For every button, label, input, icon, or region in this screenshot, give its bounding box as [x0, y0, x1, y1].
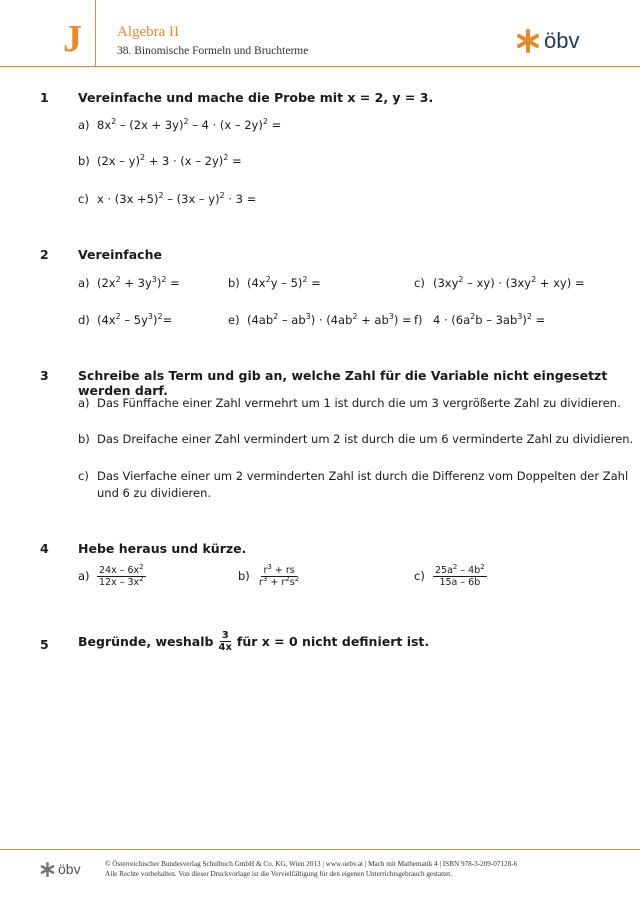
task-heading: Vereinfache: [78, 247, 162, 262]
task-number: 4: [40, 541, 49, 556]
exercise-2b: b) $(4x^2y - 5)^2$ =: [228, 275, 321, 290]
task-heading: Vereinfache und mache die Probe mit x = 2, y = 3.: [78, 90, 434, 105]
exercise-3b: b) Das Dreifache einer Zahl vermindert um 2 ist durch die um 6 verminderte Zahl zu dividieren.: [78, 432, 634, 446]
exercise-2a: a) $(2x^2 + 3y^3)^2$ =: [78, 275, 180, 290]
logo-text: öbv: [544, 28, 580, 53]
task-number: 5: [40, 637, 49, 652]
header-divider: [0, 66, 640, 67]
task-number: 3: [40, 368, 49, 383]
publisher-logo: [516, 28, 579, 54]
exercise-3a: a) Das Fünffache einer Zahl vermehrt um 1 ist durch die um 3 vergrößerte Zahl zu dividieren.: [78, 396, 621, 410]
footer-divider: [0, 849, 640, 850]
header-divider-vertical: [95, 0, 96, 66]
exercise-2d: d) $(4x^2 - 5y^3)^2=$: [78, 312, 173, 327]
exercise-2f: f) $4 \cdot (6a^2b - 3ab^3)^2$ =: [414, 312, 546, 327]
exercise-2c: c) $(3xy^2 - xy) \cdot (3xy^2 + xy)$ =: [414, 275, 585, 290]
chapter-letter: J: [63, 18, 82, 60]
exercise-4a: a) $\frac{24x - 6x^2}{12x - 3x^2}$: [78, 563, 144, 588]
exercise-1a: a) $8x^2 - (2x + 3y)^2 - 4 \cdot (x - 2y)^2$ =: [78, 117, 282, 132]
exercise-1b: b) (2x – y)$^2$ + 3 · (x – 2y)$^2$ =: [78, 153, 242, 168]
exercise-1c: c) $x \cdot (3x +5)^2 - (3x - y)^2 \cdot 3$ =: [78, 191, 257, 206]
fraction-3-over-4x: $\frac{3}{4x}$: [218, 630, 232, 653]
page-title: Algebra II: [117, 24, 180, 40]
task-heading: Begründe, weshalb $\frac{3}{4x}$ für x = 0 nicht definiert ist.: [78, 630, 430, 653]
asterisk-logo-icon: [516, 29, 540, 53]
footer-logo: [40, 861, 81, 877]
task-number: 2: [40, 247, 49, 262]
exercise-4b: b) $\frac{r^3 + rs}{r^3 + r^2s^2}$: [238, 563, 300, 588]
task-heading: Schreibe als Term und gib an, welche Zahl für die Variable nicht eingesetzt werden darf.: [78, 368, 608, 398]
asterisk-logo-icon: [40, 862, 55, 877]
footer-logo-text: öbv: [58, 861, 81, 877]
page-subtitle: 38. Binomische Formeln und Bruchterme: [117, 45, 309, 57]
task-number: 1: [40, 90, 49, 105]
exercise-4c: c) $\frac{25a^2 - 4b^2}{15a - 6b}$: [414, 563, 485, 588]
task-heading: Hebe heraus und kürze.: [78, 541, 247, 556]
footer-rights: Alle Rechte vorbehalten. Von dieser Druckvorlage ist die Vervielfältigung für den eigenen Unterrichtsgebrauch gestattet.: [105, 870, 453, 878]
exercise-3c: c) Das Vierfache einer um 2 verminderten Zahl ist durch die Differenz vom Doppelten der Zahl: [78, 469, 629, 483]
exercise-3c-continued: und 6 zu dividieren.: [97, 486, 212, 500]
footer-copyright: © Österreichischer Bundesverlag Schulbuch GmbH & Co. KG, Wien 2013 | www.oebv.at | Mach mit Mathematik 4 | ISBN 978-3-209-07128-6: [105, 860, 518, 868]
exercise-2e: e) $(4ab^2 - ab^3) \cdot (4ab^2 + ab^3)$ =: [228, 312, 412, 327]
